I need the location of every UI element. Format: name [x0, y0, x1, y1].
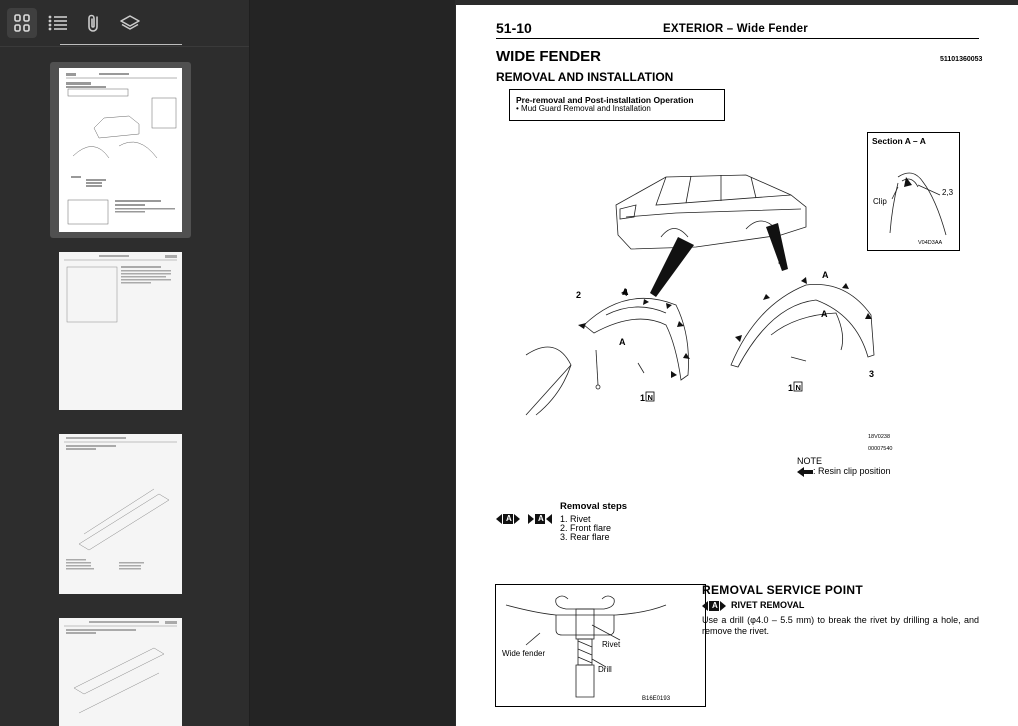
- section-a-a-box: [867, 132, 960, 251]
- rivet-removal-title: RIVET REMOVAL: [731, 600, 805, 610]
- section-subtitle: REMOVAL AND INSTALLATION: [496, 70, 674, 84]
- section-code: V04D3AA: [918, 240, 943, 246]
- n-mark-front: N: [647, 393, 653, 402]
- drill-figure-box: [495, 584, 706, 707]
- layers-view-button[interactable]: [115, 8, 145, 38]
- callout-3: 3: [869, 369, 875, 379]
- figure-code-1-text: 18V0238: [868, 434, 891, 440]
- thumbnail-image: [59, 434, 182, 594]
- scroll-indicator: [60, 44, 182, 45]
- callout-1-rear: 1: [788, 383, 794, 393]
- thumbnail-page-1[interactable]: [50, 62, 191, 238]
- removal-step-2: 2. Front flare: [560, 523, 612, 533]
- symbol-a-1: A: [506, 514, 512, 523]
- resin-clip-arrow-icon: [797, 467, 813, 477]
- doc-code: 51101360053: [940, 56, 983, 63]
- pre-removal-item: • Mud Guard Removal and Installation: [516, 104, 651, 113]
- header-rule: [496, 38, 979, 39]
- pre-removal-title: Pre-removal and Post-installation Operation: [516, 95, 694, 105]
- drill-label-rivet: Rivet: [602, 640, 621, 649]
- clip-part-label: 2,3: [942, 188, 954, 197]
- page-number: 51-10: [496, 20, 532, 36]
- paperclip-icon: [84, 12, 104, 34]
- drill-label-drill: Drill: [598, 665, 612, 674]
- thumbnail-page-3[interactable]: [50, 428, 191, 600]
- callout-a-3: A: [822, 270, 829, 280]
- rivet-removal-text: Use a drill (φ4.0 – 5.5 mm) to break the rivet by drilling a hole, and remove the rivet.: [702, 615, 979, 636]
- list-icon: [47, 13, 69, 33]
- thumbnail-sidebar: [0, 0, 250, 726]
- thumbnails-view-button[interactable]: [7, 8, 37, 38]
- figure-code-2: 00007540: [868, 446, 893, 452]
- grid-icon: [12, 13, 32, 33]
- section-title: WIDE FENDER: [496, 48, 601, 65]
- removal-step-1: 1. Rivet: [560, 514, 591, 524]
- attachments-view-button[interactable]: [79, 8, 109, 38]
- thumbnail-page-4[interactable]: [50, 612, 191, 726]
- clip-label: Clip: [873, 197, 887, 206]
- service-point-title: REMOVAL SERVICE POINT: [702, 583, 863, 597]
- note-title: NOTE: [797, 456, 823, 466]
- callout-1-front: 1: [640, 393, 646, 403]
- thumbnail-image: [59, 252, 182, 410]
- layers-icon: [119, 13, 141, 33]
- callout-a-1: A: [622, 287, 629, 297]
- symbol-a-3: A: [712, 601, 718, 610]
- callout-2: 2: [576, 290, 582, 300]
- thumbnail-image: [59, 618, 182, 726]
- document-page: [456, 5, 1018, 726]
- sidebar-toolbar: [0, 0, 249, 47]
- thumbnail-list: [0, 46, 249, 726]
- removal-step-3: 3. Rear flare: [560, 532, 610, 542]
- removal-steps-title: Removal steps: [560, 501, 628, 512]
- thumbnail-page-2[interactable]: [50, 246, 191, 416]
- drill-label-wide-fender: Wide fender: [502, 649, 546, 658]
- callout-a-4: A: [821, 309, 828, 319]
- viewer-background: [250, 0, 455, 726]
- outline-view-button[interactable]: [43, 8, 73, 38]
- section-a-a-label: Section A – A: [872, 136, 926, 146]
- drill-figure-code: B16E0193: [642, 696, 671, 702]
- thumbnail-image: [59, 68, 182, 232]
- symbol-a-2: A: [538, 514, 544, 523]
- n-mark-rear: N: [795, 383, 801, 392]
- page-header: EXTERIOR – Wide Fender: [663, 23, 808, 35]
- fender-illustration: [516, 165, 896, 425]
- pre-removal-box: [509, 89, 725, 121]
- callout-a-2: A: [619, 337, 626, 347]
- note-text: : Resin clip position: [813, 466, 891, 476]
